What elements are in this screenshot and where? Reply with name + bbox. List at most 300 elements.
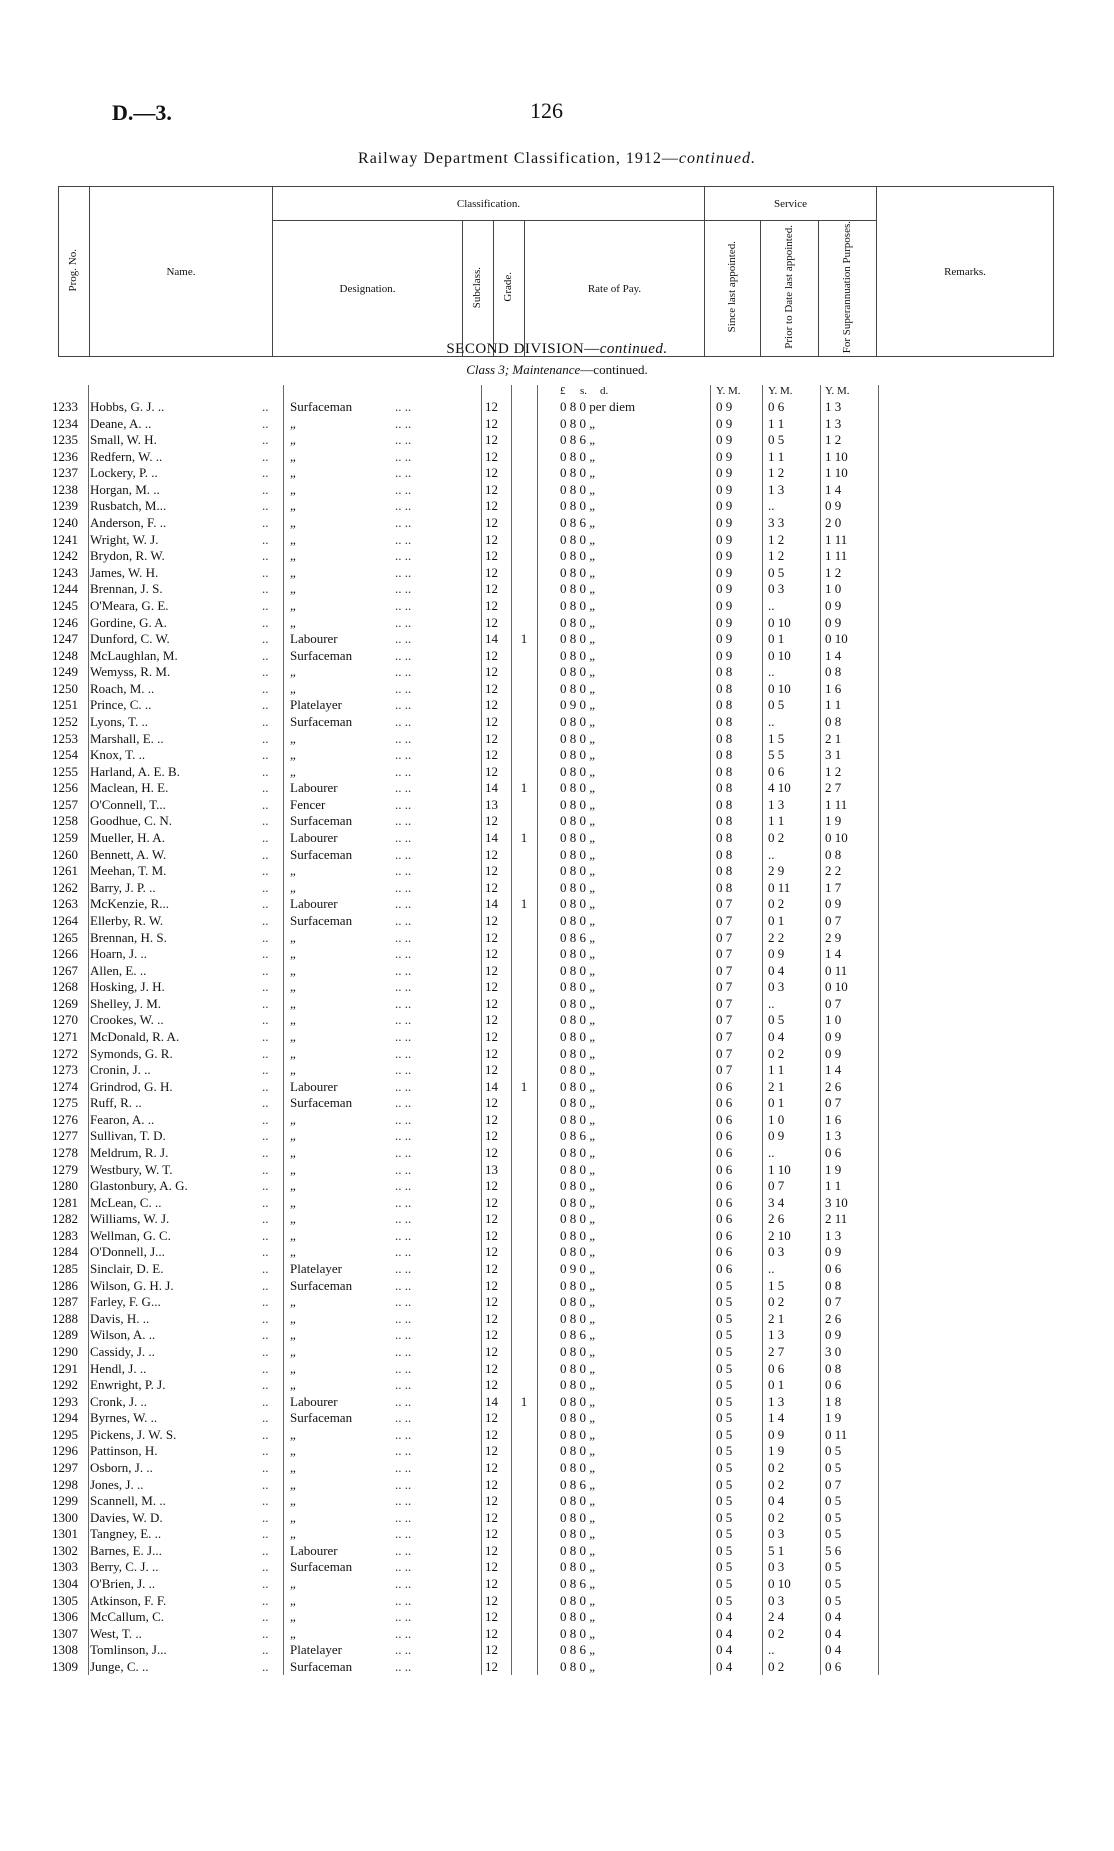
subclass: 12 xyxy=(485,448,498,464)
designation: „ xyxy=(290,1012,296,1028)
leader-dots: .. .. xyxy=(395,1261,412,1277)
since-last-appointed: 0 7 xyxy=(716,1045,733,1061)
rate-of-pay: 0 8 6 „ xyxy=(560,515,596,531)
employee-name: Brydon, R. W. xyxy=(90,548,165,564)
superannuation-service: 0 10 xyxy=(825,631,848,647)
unit-superannuation: Y. M. xyxy=(825,385,850,397)
since-last-appointed: 0 8 xyxy=(716,830,733,846)
superannuation-service: 1 4 xyxy=(825,481,842,497)
table-row xyxy=(0,1062,1114,1079)
rate-of-pay: 0 8 0 „ xyxy=(560,1559,596,1575)
prior-to-date: 1 4 xyxy=(768,1410,785,1426)
superannuation-service: 0 6 xyxy=(825,1145,842,1161)
prior-to-date: 0 2 xyxy=(768,896,785,912)
subclass: 12 xyxy=(485,1343,498,1359)
superannuation-service: 0 5 xyxy=(825,1509,842,1525)
since-last-appointed: 0 6 xyxy=(716,1161,733,1177)
subclass: 14 xyxy=(485,896,498,912)
employee-name: Fearon, A. .. xyxy=(90,1111,155,1127)
prior-to-date: 1 1 xyxy=(768,415,785,431)
table-row xyxy=(0,847,1114,864)
since-last-appointed: 0 8 xyxy=(716,680,733,696)
subclass: 12 xyxy=(485,1476,498,1492)
leader-dots: .. xyxy=(262,581,269,597)
superannuation-service: 1 11 xyxy=(825,548,848,564)
subclass: 12 xyxy=(485,432,498,448)
rate-of-pay: 0 8 0 „ xyxy=(560,1443,596,1459)
superannuation-service: 1 4 xyxy=(825,946,842,962)
superannuation-service: 0 4 xyxy=(825,1625,842,1641)
prog-number: 1292 xyxy=(52,1377,78,1393)
superannuation-service: 1 9 xyxy=(825,1161,842,1177)
leader-dots: .. xyxy=(262,979,269,995)
subclass: 12 xyxy=(485,1194,498,1210)
designation: „ xyxy=(290,1310,296,1326)
leader-dots: .. xyxy=(262,1542,269,1558)
since-last-appointed: 0 8 xyxy=(716,846,733,862)
since-last-appointed: 0 5 xyxy=(716,1426,733,1442)
leader-dots: .. xyxy=(262,1078,269,1094)
leader-dots: .. xyxy=(262,896,269,912)
superannuation-service: 0 9 xyxy=(825,1327,842,1343)
table-row xyxy=(0,747,1114,764)
subclass: 12 xyxy=(485,1625,498,1641)
subclass: 14 xyxy=(485,830,498,846)
subclass: 12 xyxy=(485,1443,498,1459)
subclass: 12 xyxy=(485,597,498,613)
subclass: 12 xyxy=(485,548,498,564)
employee-name: Horgan, M. .. xyxy=(90,481,160,497)
table-row xyxy=(0,581,1114,598)
subclass: 12 xyxy=(485,1592,498,1608)
leader-dots: .. xyxy=(262,813,269,829)
table-row xyxy=(0,1162,1114,1179)
since-last-appointed: 0 6 xyxy=(716,1194,733,1210)
rate-of-pay: 0 8 0 „ xyxy=(560,1012,596,1028)
leader-dots: .. .. xyxy=(395,614,412,630)
prog-number: 1272 xyxy=(52,1045,78,1061)
superannuation-service: 1 8 xyxy=(825,1393,842,1409)
leader-dots: .. .. xyxy=(395,879,412,895)
leader-dots: .. xyxy=(262,697,269,713)
leader-dots: .. xyxy=(262,1460,269,1475)
since-last-appointed: 0 6 xyxy=(716,1261,733,1277)
unit-since: Y. M. xyxy=(716,385,741,397)
designation: „ xyxy=(290,747,296,763)
employee-name: Hendl, J. .. xyxy=(90,1360,147,1376)
rate-of-pay: 0 8 0 „ xyxy=(560,846,596,862)
subclass: 12 xyxy=(485,1460,498,1475)
table-row xyxy=(0,598,1114,615)
subclass: 12 xyxy=(485,1658,498,1674)
table-row xyxy=(0,1128,1114,1145)
leader-dots: .. xyxy=(262,614,269,630)
leader-dots: .. .. xyxy=(395,830,412,846)
employee-name: Brennan, H. S. xyxy=(90,929,167,945)
leader-dots: .. .. xyxy=(395,581,412,597)
since-last-appointed: 0 5 xyxy=(716,1592,733,1608)
leader-dots: .. .. xyxy=(395,1509,412,1525)
superannuation-service: 0 8 xyxy=(825,846,842,862)
rate-of-pay: 0 8 6 „ xyxy=(560,432,596,448)
subclass: 12 xyxy=(485,813,498,829)
prior-to-date: 1 3 xyxy=(768,1393,785,1409)
table-row xyxy=(0,449,1114,466)
subclass: 12 xyxy=(485,1178,498,1194)
since-last-appointed: 0 7 xyxy=(716,995,733,1011)
superannuation-service: 0 6 xyxy=(825,1261,842,1277)
leader-dots: .. .. xyxy=(395,1227,412,1243)
designation: „ xyxy=(290,1145,296,1161)
leader-dots: .. .. xyxy=(395,1377,412,1393)
rate-of-pay: 0 8 0 per diem xyxy=(560,399,636,414)
leader-dots: .. xyxy=(262,1277,269,1293)
leader-dots: .. .. xyxy=(395,1609,412,1625)
leader-dots: .. .. xyxy=(395,1393,412,1409)
superannuation-service: 1 10 xyxy=(825,448,848,464)
employee-name: Prince, C. .. xyxy=(90,697,152,713)
prior-to-date: 0 3 xyxy=(768,1526,785,1542)
prog-number: 1291 xyxy=(52,1360,78,1376)
subclass: 12 xyxy=(485,995,498,1011)
rate-of-pay: 0 8 0 „ xyxy=(560,1509,596,1525)
subclass: 12 xyxy=(485,1310,498,1326)
subclass: 13 xyxy=(485,1161,498,1177)
since-last-appointed: 0 9 xyxy=(716,515,733,531)
superannuation-service: 0 11 xyxy=(825,962,848,978)
prog-number: 1306 xyxy=(52,1609,78,1625)
prior-to-date: 5 5 xyxy=(768,747,785,763)
rate-of-pay: 0 8 0 „ xyxy=(560,1592,596,1608)
employee-name: Gordine, G. A. xyxy=(90,614,167,630)
prior-to-date: 2 4 xyxy=(768,1609,785,1625)
leader-dots: .. xyxy=(262,1294,269,1310)
leader-dots: .. xyxy=(262,1642,269,1658)
employee-name: Scannell, M. .. xyxy=(90,1493,166,1509)
prior-to-date: 1 2 xyxy=(768,531,785,547)
leader-dots: .. xyxy=(262,498,269,514)
page-title xyxy=(0,150,1114,168)
employee-name: Knox, T. .. xyxy=(90,747,146,763)
leader-dots: .. .. xyxy=(395,780,412,796)
leader-dots: .. xyxy=(262,1012,269,1028)
designation: Platelayer xyxy=(290,1261,342,1277)
prior-to-date: 0 9 xyxy=(768,1426,785,1442)
designation: Labourer xyxy=(290,896,338,912)
prior-to-date: 0 4 xyxy=(768,1493,785,1509)
subclass: 12 xyxy=(485,1377,498,1393)
employee-name: O'Donnell, J... xyxy=(90,1244,165,1260)
rate-of-pay: 0 8 6 „ xyxy=(560,929,596,945)
designation: Labourer xyxy=(290,1078,338,1094)
superannuation-service: 3 10 xyxy=(825,1194,848,1210)
subclass: 12 xyxy=(485,647,498,663)
leader-dots: .. xyxy=(262,631,269,647)
leader-dots: .. xyxy=(262,763,269,779)
subclass: 12 xyxy=(485,1244,498,1260)
designation: „ xyxy=(290,614,296,630)
leader-dots: .. .. xyxy=(395,1012,412,1028)
leader-dots: .. xyxy=(262,1343,269,1359)
designation: Surfaceman xyxy=(290,846,353,862)
table-row xyxy=(0,1427,1114,1444)
leader-dots: .. xyxy=(262,962,269,978)
rate-of-pay: 0 9 0 „ xyxy=(560,1261,596,1277)
prior-to-date: 1 1 xyxy=(768,1062,785,1078)
prior-to-date: 0 10 xyxy=(768,614,791,630)
table-row xyxy=(0,532,1114,549)
superannuation-service: 0 7 xyxy=(825,1476,842,1492)
prior-to-date: 1 1 xyxy=(768,813,785,829)
table-row xyxy=(0,548,1114,565)
leader-dots: .. .. xyxy=(395,1426,412,1442)
employee-name: Davis, H. .. xyxy=(90,1310,150,1326)
leader-dots: .. xyxy=(262,1509,269,1525)
rate-of-pay: 0 8 0 „ xyxy=(560,647,596,663)
designation: „ xyxy=(290,1360,296,1376)
table-row xyxy=(0,1278,1114,1295)
superannuation-service: 0 7 xyxy=(825,995,842,1011)
table-row xyxy=(0,946,1114,963)
rate-of-pay: 0 8 0 „ xyxy=(560,664,596,680)
prog-number: 1285 xyxy=(52,1261,78,1277)
since-last-appointed: 0 8 xyxy=(716,697,733,713)
designation: „ xyxy=(290,730,296,746)
table-row xyxy=(0,797,1114,814)
employee-name: Redfern, W. .. xyxy=(90,448,163,464)
prior-to-date: 0 1 xyxy=(768,912,785,928)
since-last-appointed: 0 5 xyxy=(716,1526,733,1542)
leader-dots: .. xyxy=(262,597,269,613)
leader-dots: .. .. xyxy=(395,415,412,431)
since-last-appointed: 0 8 xyxy=(716,813,733,829)
designation: „ xyxy=(290,1377,296,1393)
rate-of-pay: 0 8 0 „ xyxy=(560,1194,596,1210)
prog-number: 1252 xyxy=(52,713,78,729)
rate-of-pay: 0 8 0 „ xyxy=(560,1277,596,1293)
subclass: 12 xyxy=(485,1360,498,1376)
rate-of-pay: 0 8 0 „ xyxy=(560,979,596,995)
table-row xyxy=(0,1510,1114,1527)
table-row xyxy=(0,697,1114,714)
rate-of-pay: 0 8 0 „ xyxy=(560,1111,596,1127)
prog-number: 1261 xyxy=(52,863,78,879)
prior-to-date: 1 1 xyxy=(768,448,785,464)
leader-dots: .. .. xyxy=(395,912,412,928)
leader-dots: .. .. xyxy=(395,680,412,696)
since-last-appointed: 0 5 xyxy=(716,1377,733,1393)
prior-to-date: .. xyxy=(768,1261,775,1277)
since-last-appointed: 0 7 xyxy=(716,946,733,962)
prog-number: 1296 xyxy=(52,1443,78,1459)
title-main: Railway Department Classification, 1912— xyxy=(358,150,679,167)
prog-number: 1281 xyxy=(52,1194,78,1210)
since-last-appointed: 0 6 xyxy=(716,1211,733,1227)
superannuation-service: 0 9 xyxy=(825,597,842,613)
subclass: 12 xyxy=(485,1277,498,1293)
superannuation-service: 1 1 xyxy=(825,1178,842,1194)
since-last-appointed: 0 6 xyxy=(716,1111,733,1127)
designation: „ xyxy=(290,1625,296,1641)
since-last-appointed: 0 4 xyxy=(716,1625,733,1641)
employee-name: Lockery, P. .. xyxy=(90,465,158,481)
subclass: 12 xyxy=(485,979,498,995)
prog-number: 1268 xyxy=(52,979,78,995)
subclass: 12 xyxy=(485,465,498,481)
designation: „ xyxy=(290,929,296,945)
superannuation-service: 1 3 xyxy=(825,1128,842,1144)
subclass: 12 xyxy=(485,846,498,862)
leader-dots: .. .. xyxy=(395,1145,412,1161)
prior-to-date: 0 10 xyxy=(768,680,791,696)
since-last-appointed: 0 9 xyxy=(716,548,733,564)
employee-name: Allen, E. .. xyxy=(90,962,147,978)
superannuation-service: 1 2 xyxy=(825,564,842,580)
leader-dots: .. xyxy=(262,912,269,928)
prog-number: 1245 xyxy=(52,597,78,613)
leader-dots: .. xyxy=(262,1227,269,1243)
since-last-appointed: 0 8 xyxy=(716,664,733,680)
table-row xyxy=(0,1079,1114,1096)
leader-dots: .. .. xyxy=(395,597,412,613)
rate-of-pay: 0 8 0 „ xyxy=(560,1294,596,1310)
since-last-appointed: 0 6 xyxy=(716,1227,733,1243)
prior-to-date: 1 3 xyxy=(768,796,785,812)
prior-to-date: 2 1 xyxy=(768,1078,785,1094)
leader-dots: .. .. xyxy=(395,1277,412,1293)
superannuation-service: 0 9 xyxy=(825,1028,842,1044)
rate-of-pay: 0 8 0 „ xyxy=(560,830,596,846)
prior-to-date: 0 1 xyxy=(768,1095,785,1111)
leader-dots: .. .. xyxy=(395,1327,412,1343)
rate-of-pay: 0 8 0 „ xyxy=(560,1095,596,1111)
leader-dots: .. xyxy=(262,647,269,663)
leader-dots: .. xyxy=(262,713,269,729)
leader-dots: .. .. xyxy=(395,1078,412,1094)
leader-dots: .. .. xyxy=(395,664,412,680)
since-last-appointed: 0 9 xyxy=(716,498,733,514)
leader-dots: .. xyxy=(262,780,269,796)
employee-name: West, T. .. xyxy=(90,1625,142,1641)
superannuation-service: 0 10 xyxy=(825,979,848,995)
designation: „ xyxy=(290,664,296,680)
prog-number: 1288 xyxy=(52,1310,78,1326)
table-row xyxy=(0,1593,1114,1610)
leader-dots: .. xyxy=(262,1062,269,1078)
superannuation-service: 1 0 xyxy=(825,581,842,597)
since-last-appointed: 0 5 xyxy=(716,1360,733,1376)
grade: 1 xyxy=(520,830,528,846)
designation: „ xyxy=(290,1426,296,1442)
leader-dots: .. xyxy=(262,680,269,696)
prog-number: 1244 xyxy=(52,581,78,597)
since-last-appointed: 0 5 xyxy=(716,1476,733,1492)
subclass: 12 xyxy=(485,1095,498,1111)
table-row xyxy=(0,1344,1114,1361)
rate-of-pay: 0 8 0 „ xyxy=(560,1609,596,1625)
since-last-appointed: 0 9 xyxy=(716,465,733,481)
subclass: 12 xyxy=(485,564,498,580)
superannuation-service: 2 1 xyxy=(825,730,842,746)
employee-name: Roach, M. .. xyxy=(90,680,155,696)
designation: „ xyxy=(290,680,296,696)
leader-dots: .. xyxy=(262,1576,269,1592)
since-last-appointed: 0 5 xyxy=(716,1443,733,1459)
rate-of-pay: 0 8 0 „ xyxy=(560,680,596,696)
employee-name: Wilson, A. .. xyxy=(90,1327,156,1343)
leader-dots: .. xyxy=(262,515,269,531)
designation: „ xyxy=(290,1576,296,1592)
prog-number: 1286 xyxy=(52,1277,78,1293)
since-last-appointed: 0 5 xyxy=(716,1343,733,1359)
rate-of-pay: 0 8 0 „ xyxy=(560,1426,596,1442)
prog-number: 1277 xyxy=(52,1128,78,1144)
designation: „ xyxy=(290,1244,296,1260)
leader-dots: .. .. xyxy=(395,896,412,912)
designation: „ xyxy=(290,1161,296,1177)
table-row xyxy=(0,979,1114,996)
since-last-appointed: 0 5 xyxy=(716,1542,733,1558)
designation: Surfaceman xyxy=(290,1658,353,1674)
prior-to-date: 1 3 xyxy=(768,481,785,497)
prog-number: 1264 xyxy=(52,912,78,928)
prior-to-date: 0 2 xyxy=(768,1625,785,1641)
table-row xyxy=(0,1477,1114,1494)
table-row xyxy=(0,830,1114,847)
employee-name: Barnes, E. J... xyxy=(90,1542,162,1558)
table-row xyxy=(0,1526,1114,1543)
table-row xyxy=(0,1642,1114,1659)
superannuation-service: 0 8 xyxy=(825,713,842,729)
leader-dots: .. .. xyxy=(395,1343,412,1359)
prior-to-date: 0 3 xyxy=(768,979,785,995)
table-row xyxy=(0,896,1114,913)
subclass: 12 xyxy=(485,415,498,431)
designation: „ xyxy=(290,1178,296,1194)
prog-number: 1250 xyxy=(52,680,78,696)
table-row xyxy=(0,1626,1114,1643)
column-header-table xyxy=(58,186,1054,357)
leader-dots: .. .. xyxy=(395,531,412,547)
prior-to-date: .. xyxy=(768,597,775,613)
superannuation-service: 2 6 xyxy=(825,1310,842,1326)
leader-dots: .. .. xyxy=(395,1493,412,1509)
since-last-appointed: 0 6 xyxy=(716,1145,733,1161)
prog-number: 1262 xyxy=(52,879,78,895)
since-last-appointed: 0 7 xyxy=(716,962,733,978)
table-row xyxy=(0,764,1114,781)
header-subclass: Subclass. xyxy=(463,221,494,357)
prior-to-date: 0 1 xyxy=(768,631,785,647)
staff-table-body xyxy=(0,399,1114,1676)
grade: 1 xyxy=(520,1393,528,1409)
designation: Surfaceman xyxy=(290,813,353,829)
rate-of-pay: 0 8 0 „ xyxy=(560,631,596,647)
prior-to-date: 0 3 xyxy=(768,581,785,597)
table-row xyxy=(0,1394,1114,1411)
designation: „ xyxy=(290,946,296,962)
employee-name: Hobbs, G. J. .. xyxy=(90,399,165,414)
prior-to-date: 0 7 xyxy=(768,1178,785,1194)
leader-dots: .. xyxy=(262,796,269,812)
leader-dots: .. xyxy=(262,1310,269,1326)
subclass: 12 xyxy=(485,863,498,879)
prog-number: 1265 xyxy=(52,929,78,945)
subclass: 12 xyxy=(485,1642,498,1658)
leader-dots: .. .. xyxy=(395,631,412,647)
prior-to-date: 2 2 xyxy=(768,929,785,945)
table-row xyxy=(0,996,1114,1013)
